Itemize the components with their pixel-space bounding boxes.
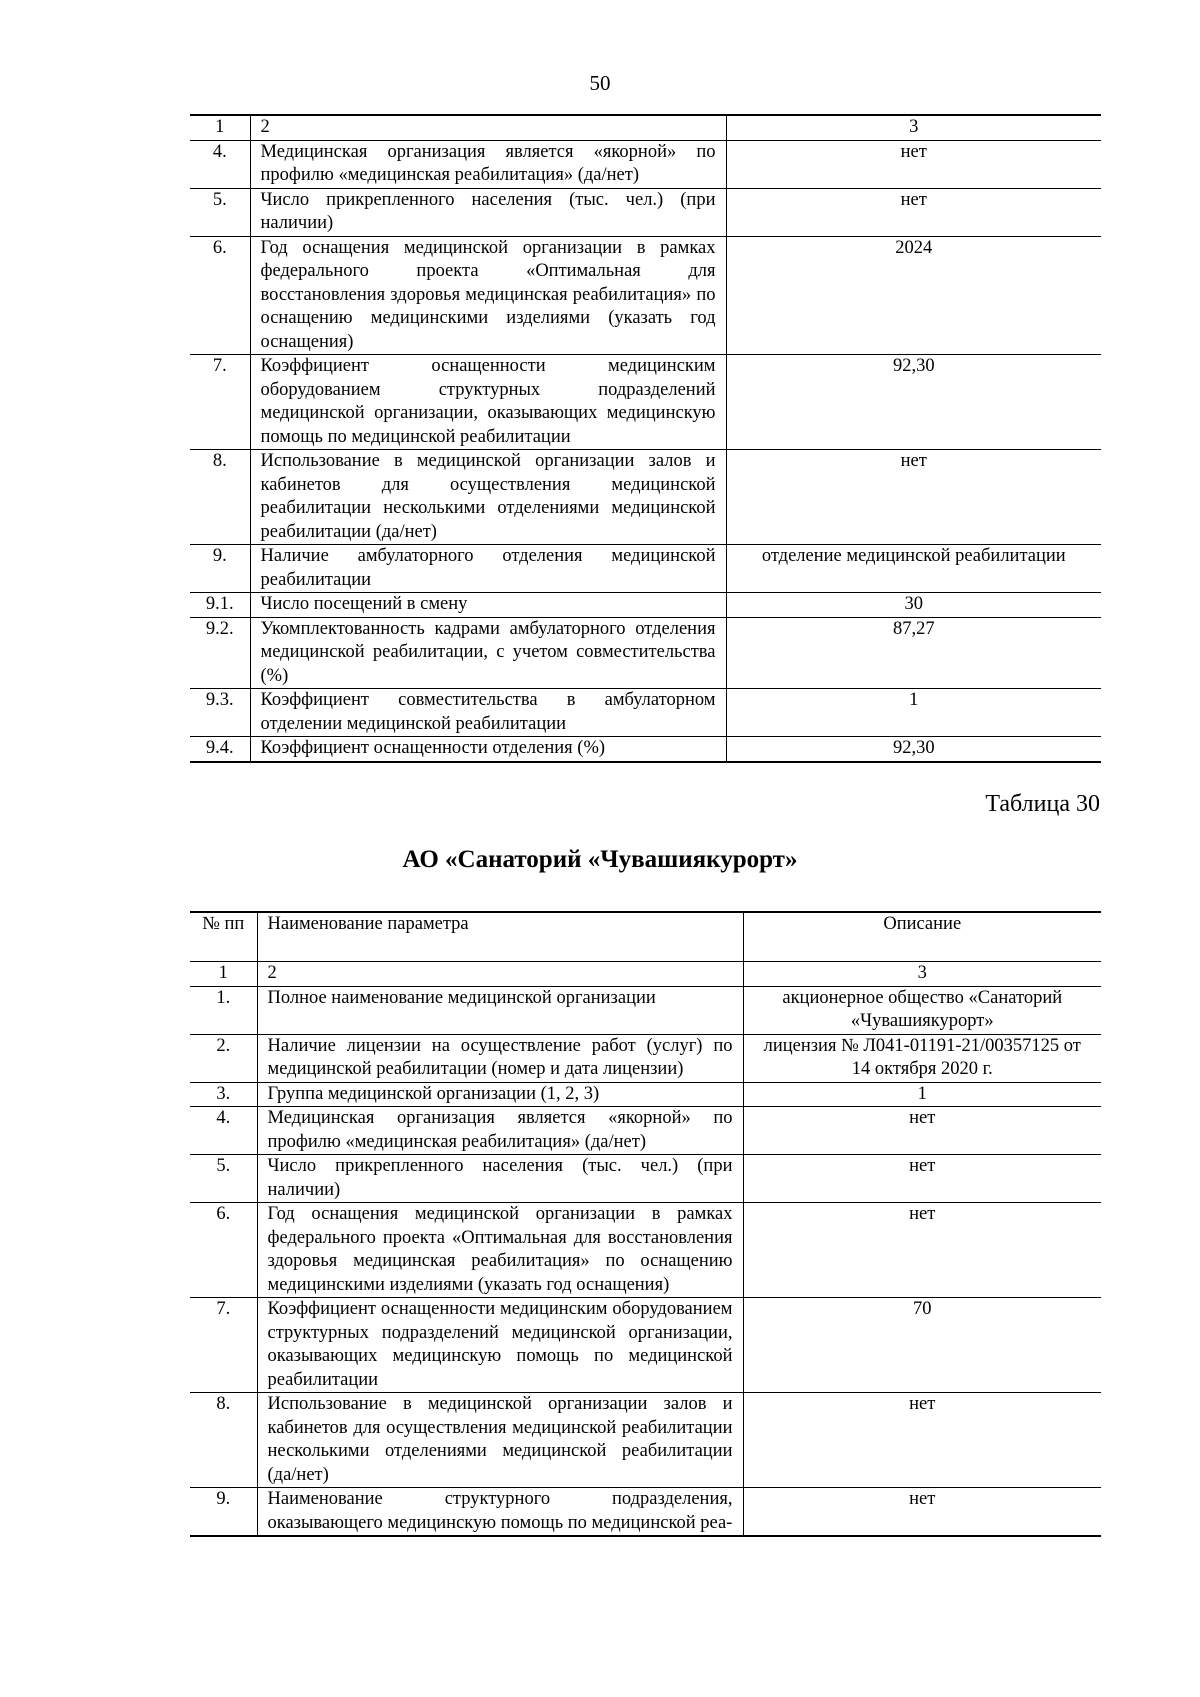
parameter-name: Медицинская организация является «якорной» по профилю «медицинская реабилитация» (да/нет) — [257, 1107, 743, 1155]
table-row — [190, 140, 1101, 188]
page-number: 50 — [589, 71, 611, 95]
header-description: Описание — [743, 912, 1101, 962]
parameter-name: Группа медицинской организации (1, 2, 3) — [257, 1082, 743, 1107]
parameter-name: Число прикрепленного населения (тыс. чел.) (при наличии) — [250, 188, 726, 236]
row-number: 8. — [190, 450, 250, 545]
table-row — [190, 355, 1101, 450]
row-number: 6. — [190, 236, 250, 355]
parameter-value: 92,30 — [726, 737, 1101, 762]
row-number: 4. — [190, 1107, 257, 1155]
row-number: 9. — [190, 545, 250, 593]
parameter-name: Использование в медицинской организации залов и кабинетов для осуществления медицинской реабилитации несколькими отделениями медицинской реабилитации (да/нет) — [250, 450, 726, 545]
parameter-name: Число прикрепленного населения (тыс. чел.) (при наличии) — [257, 1155, 743, 1203]
parameter-value: нет — [743, 1393, 1101, 1488]
row-number: 5. — [190, 1155, 257, 1203]
parameter-value: нет — [726, 188, 1101, 236]
parameter-name: Коэффициент совместительства в амбулаторном отделении медицинской реабилитации — [250, 689, 726, 737]
parameter-value: 70 — [743, 1298, 1101, 1393]
row-number: 2. — [190, 1034, 257, 1082]
parameters-table-30 — [190, 911, 1101, 1537]
table-row — [190, 188, 1101, 236]
table-row — [190, 1488, 1101, 1537]
parameter-name: Медицинская организация является «якорной» по профилю «медицинская реабилитация» (да/нет) — [250, 140, 726, 188]
column-number: 1 — [190, 962, 257, 987]
row-number: 9.2. — [190, 617, 250, 689]
parameter-value: 1 — [743, 1082, 1101, 1107]
parameter-value: нет — [726, 450, 1101, 545]
row-number: 9.1. — [190, 593, 250, 618]
parameter-value: лицензия № Л041-01191-21/00357125 от 14 октября 2020 г. — [743, 1034, 1101, 1082]
table-row — [190, 593, 1101, 618]
row-number: 8. — [190, 1393, 257, 1488]
table-row — [190, 617, 1101, 689]
table-row — [190, 737, 1101, 762]
row-number: 1. — [190, 986, 257, 1034]
parameter-value: нет — [743, 1488, 1101, 1537]
table-row — [190, 1393, 1101, 1488]
table-label: Таблица 30 — [985, 791, 1100, 817]
header-number: № пп — [190, 912, 257, 962]
table-row — [190, 545, 1101, 593]
row-number: 7. — [190, 1298, 257, 1393]
parameter-name: Коэффициент оснащенности медицинским оборудованием структурных подразделений медицинской организации, оказывающих медицинскую помощь по медицинской реабилитации — [257, 1298, 743, 1393]
column-number: 3 — [743, 962, 1101, 987]
header-row — [190, 912, 1101, 962]
parameter-value: нет — [726, 140, 1101, 188]
table-title: АО «Санаторий «Чувашиякурорт» — [402, 846, 798, 873]
parameter-name: Использование в медицинской организации залов и кабинетов для осуществления медицинской реабилитации несколькими отделениями медицинской реабилитации (да/нет) — [257, 1393, 743, 1488]
parameter-name: Наличие амбулаторного отделения медицинской реабилитации — [250, 545, 726, 593]
column-number-row — [190, 962, 1101, 987]
parameter-value: нет — [743, 1155, 1101, 1203]
table-row — [190, 1155, 1101, 1203]
parameter-value: 1 — [726, 689, 1101, 737]
parameters-table-continued — [190, 114, 1101, 763]
column-number: 1 — [190, 115, 250, 140]
table-row — [190, 450, 1101, 545]
table-row — [190, 689, 1101, 737]
row-number: 7. — [190, 355, 250, 450]
parameter-value: 87,27 — [726, 617, 1101, 689]
table-row — [190, 236, 1101, 355]
table-body — [190, 912, 1101, 1536]
table-row — [190, 1298, 1101, 1393]
parameter-name: Коэффициент оснащенности отделения (%) — [250, 737, 726, 762]
parameter-value: 2024 — [726, 236, 1101, 355]
table-row — [190, 1203, 1101, 1298]
parameter-value: 30 — [726, 593, 1101, 618]
table-row — [190, 1034, 1101, 1082]
parameter-value: отделение медицинской реабилитации — [726, 545, 1101, 593]
parameter-name: Наличие лицензии на осуществление работ (услуг) по медицинской реабилитации (номер и дата лицензии) — [257, 1034, 743, 1082]
parameter-name: Коэффициент оснащенности медицинским оборудованием структурных подразделений медицинской организации, оказывающих медицинскую помощь по медицинской реабилитации — [250, 355, 726, 450]
parameter-name: Число посещений в смену — [250, 593, 726, 618]
row-number: 3. — [190, 1082, 257, 1107]
table-body — [190, 115, 1101, 762]
row-number: 6. — [190, 1203, 257, 1298]
row-number: 5. — [190, 188, 250, 236]
parameter-value: нет — [743, 1107, 1101, 1155]
parameter-name: Год оснащения медицинской организации в рамках федерального проекта «Оптимальная для восстановления здоровья медицинская реабилитация» по оснащению медицинскими изделиями (указать год оснащения) — [257, 1203, 743, 1298]
column-number: 3 — [726, 115, 1101, 140]
column-number-row — [190, 115, 1101, 140]
parameter-value: акционерное общество «Санаторий «Чувашиякурорт» — [743, 986, 1101, 1034]
parameter-name: Полное наименование медицинской организации — [257, 986, 743, 1034]
table-row — [190, 986, 1101, 1034]
parameter-name: Наименование структурного подразделения, оказывающего медицинскую помощь по медицинской реа- — [257, 1488, 743, 1537]
column-number: 2 — [250, 115, 726, 140]
parameter-name: Год оснащения медицинской организации в рамках федерального проекта «Оптимальная для восстановления здоровья медицинская реабилитация» по оснащению медицинскими изделиями (указать год оснащения) — [250, 236, 726, 355]
row-number: 4. — [190, 140, 250, 188]
parameter-name: Укомплектованность кадрами амбулаторного отделения медицинской реабилитации, с учетом совместительства (%) — [250, 617, 726, 689]
row-number: 9.4. — [190, 737, 250, 762]
column-number: 2 — [257, 962, 743, 987]
table-row — [190, 1082, 1101, 1107]
parameter-value: нет — [743, 1203, 1101, 1298]
parameter-value: 92,30 — [726, 355, 1101, 450]
table-row — [190, 1107, 1101, 1155]
header-parameter: Наименование параметра — [257, 912, 743, 962]
row-number: 9. — [190, 1488, 257, 1537]
row-number: 9.3. — [190, 689, 250, 737]
